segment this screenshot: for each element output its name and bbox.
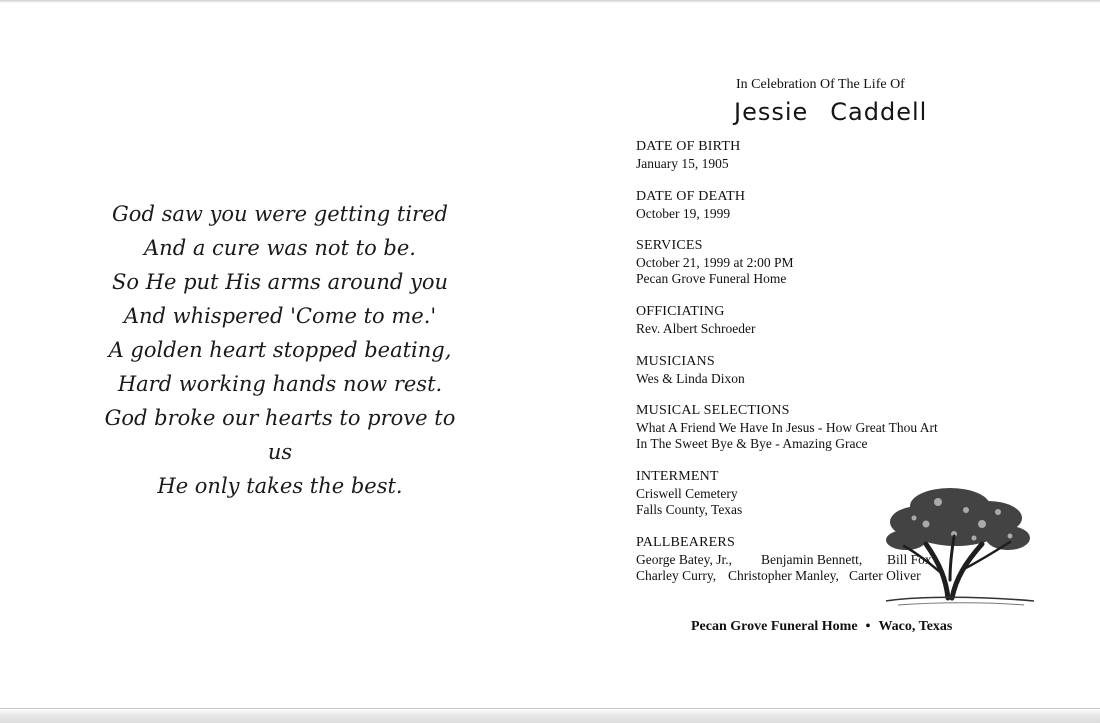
section-value: What A Friend We Have In Jesus - How Great Thou Art — [636, 419, 938, 435]
first-name: Jessie — [734, 98, 809, 126]
officiating-section — [636, 304, 996, 337]
section-heading: MUSICAL SELECTIONS — [636, 403, 790, 418]
funeral-home-name: Pecan Grove Funeral Home — [691, 619, 858, 634]
pallbearer-name: Christopher Manley, — [728, 568, 839, 583]
pallbearer-name: Charley Curry, — [636, 568, 717, 583]
funeral-home-city: Waco, Texas — [878, 619, 953, 634]
pallbearer-name: Carter Oliver — [849, 568, 921, 583]
section-value: Falls County, Texas — [636, 502, 743, 517]
birth-section — [636, 139, 996, 172]
poem-line: And a cure was not to be. — [144, 236, 416, 260]
selections-section — [636, 403, 996, 453]
section-heading: DATE OF DEATH — [636, 189, 746, 204]
pallbearer-name: Benjamin Bennett, — [761, 551, 863, 567]
section-value: Pecan Grove Funeral Home — [636, 271, 787, 286]
section-heading: OFFICIATING — [636, 304, 725, 319]
section-heading: MUSICIANS — [636, 354, 715, 369]
funeral-home-footer — [691, 619, 952, 635]
last-name: Caddell — [830, 98, 928, 126]
poem-line: A golden heart stopped beating, — [108, 338, 452, 362]
poem-line: He only takes the best. — [157, 474, 403, 498]
separator-dot: • — [865, 619, 871, 634]
poem-line: So He put His arms around you — [111, 270, 448, 294]
section-heading: SERVICES — [636, 238, 703, 253]
section-value: January 15, 1905 — [636, 155, 729, 171]
page-bottom-edge — [0, 708, 1100, 723]
page-top-edge — [0, 0, 1100, 3]
pallbearer-name: Bill Fox — [887, 551, 932, 567]
poem-line: God broke our hearts to prove to — [104, 406, 456, 430]
section-value: Criswell Cemetery — [636, 485, 738, 501]
section-heading: DATE OF BIRTH — [636, 139, 741, 154]
pallbearer-name: George Batey, Jr., — [636, 551, 732, 567]
section-heading: PALLBEARERS — [636, 535, 735, 550]
pallbearers-row — [636, 568, 996, 585]
section-value: October 21, 1999 at 2:00 PM — [636, 254, 794, 270]
pallbearers-row — [636, 552, 996, 569]
section-value: October 19, 1999 — [636, 205, 731, 221]
deceased-name — [734, 98, 927, 126]
poem-line: Hard working hands now rest. — [117, 372, 443, 396]
section-value: Rev. Albert Schroeder — [636, 320, 756, 336]
pallbearers-section — [636, 535, 996, 585]
poem — [95, 197, 465, 503]
section-value: Wes & Linda Dixon — [636, 370, 745, 386]
section-heading: INTERMENT — [636, 469, 719, 484]
poem-line: us — [267, 440, 293, 464]
poem-line: And whispered 'Come to me.' — [123, 304, 437, 328]
celebration-title: In Celebration Of The Life Of — [736, 77, 905, 92]
musicians-section — [636, 354, 996, 387]
services-section — [636, 238, 996, 288]
section-value: In The Sweet Bye & Bye - Amazing Grace — [636, 436, 868, 451]
death-section — [636, 189, 996, 222]
poem-line: God saw you were getting tired — [112, 202, 448, 226]
